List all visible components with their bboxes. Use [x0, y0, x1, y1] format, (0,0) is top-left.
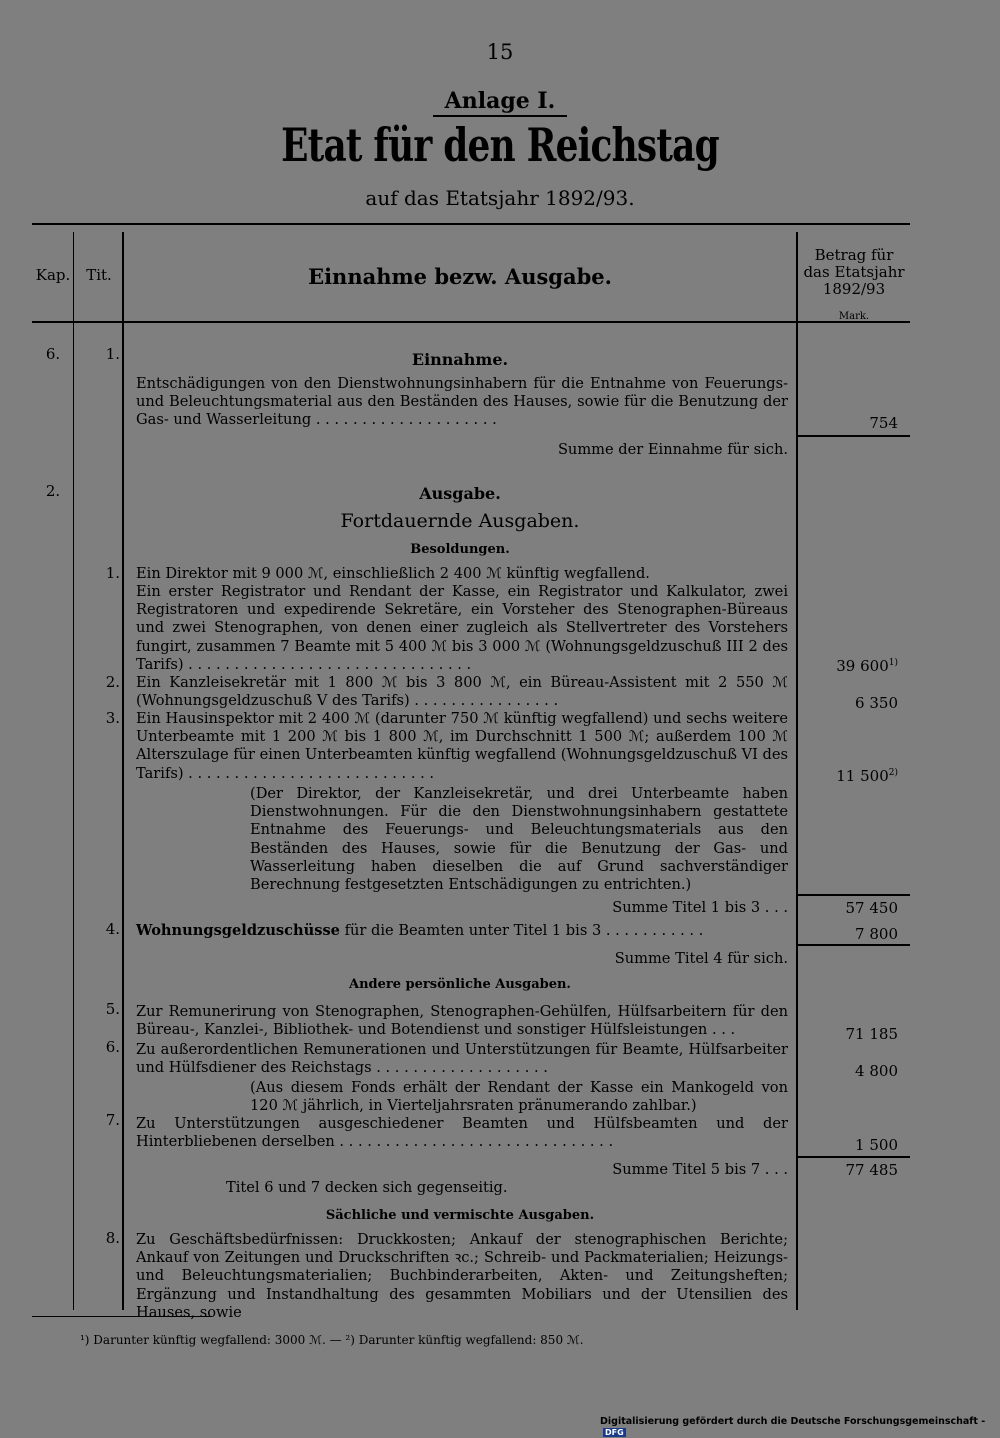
anlage-heading — [0, 88, 1000, 114]
footnote-ref-2: 2) — [888, 768, 898, 778]
einnahme-kap: 6. — [45, 345, 61, 363]
titel-4-text — [136, 922, 788, 940]
summe-5-7-rule — [797, 1156, 910, 1158]
titel-5-text: Zur Remunerirung von Stenographen, Stenographen-Gehülfen, Hülfsarbeitern für den Büreau-, Kanzlei-, Bibliothek- und Botendienst und sonstiger Hülfsleistungen . . . — [136, 1003, 788, 1039]
titel-7-amount: 1 500 — [855, 1136, 898, 1154]
header-main: Einnahme bezw. Ausgabe. — [308, 264, 612, 289]
titel-8-num: 8. — [105, 1229, 120, 1247]
header-betrag-line3: 1892/93 — [822, 280, 886, 298]
titel-7-text: Zu Unterstützungen ausgeschiedener Beamten und Hülfsbeamten und der Hinterbliebenen derselben . . . . . . . . . . . . . . . . . . . . . . . . . . . . . . — [136, 1115, 788, 1151]
titel-1-director: Ein Direktor mit 9 000 ℳ, einschließlich 2 400 ℳ künftig wegfallend. — [136, 565, 650, 582]
summe-titel-5-7-amount: 77 485 — [845, 1161, 898, 1179]
footnote: ¹) Darunter künftig wegfallend: 3000 ℳ. — ²) Darunter künftig wegfallend: 850 ℳ. — [80, 1333, 584, 1347]
titel-1-num: 1. — [105, 564, 120, 582]
titel-4-num: 4. — [105, 920, 120, 938]
page-subtitle: auf das Etatsjahr 1892/93. — [365, 186, 635, 210]
footnote-ref-1: 1) — [888, 658, 898, 668]
titel-6-amount: 4 800 — [855, 1062, 898, 1080]
einnahme-amount: 754 — [869, 414, 898, 432]
anlage-label: Anlage I. — [433, 88, 568, 117]
titel-2-num: 2. — [105, 673, 120, 691]
titel-8-text: Zu Geschäftsbedürfnissen: Druckkosten; Ankauf der stenographischen Berichte; Ankauf von Zeitungen und Druckschriften ꝛc.; Schreib- und Packmaterialien; Heizungs- und Beleuchtungsmaterialien; Buchbinderarbeiten, Akten- und Zeitungsheften; Ergänzung und Instandhaltung des gesammten Mobiliars und der Utensilien des Hauses, sowie — [136, 1231, 788, 1321]
titel-7-num: 7. — [105, 1111, 120, 1129]
header-betrag-line1: Betrag für — [814, 246, 894, 264]
titel-4-label: Wohnungsgeldzuschüsse — [136, 922, 340, 939]
einnahme-tit: 1. — [105, 345, 120, 363]
besoldungen-heading: Besoldungen. — [410, 542, 510, 557]
einnahme-heading: Einnahme. — [411, 350, 509, 369]
column-rule-tit — [122, 232, 124, 1310]
titel-6-num: 6. — [105, 1038, 120, 1056]
titel-3-note: (Der Direktor, der Kanzleisekretär, und drei Unterbeamte haben Dienstwohnungen. Für die den Dienstwohnungsinhabern gestattete Entnahme des Feuerungs- und Beleuchtungsmaterials aus den Beständen des Hauses, sowie für die Benutzung der Gas- und Wasserleitung haben dieselben die auf Grund sachverständiger Berechnung festgesetzten Entschädigungen zu entrichten.) — [250, 785, 788, 894]
ausgabe-kap: 2. — [45, 482, 61, 500]
summe-titel-1-3-amount: 57 450 — [845, 899, 898, 917]
header-betrag — [798, 247, 910, 298]
titel-3-amount — [800, 767, 898, 785]
titel-2-text: Ein Kanzleisekretär mit 1 800 ℳ bis 3 800 ℳ, ein Büreau-Assistent mit 2 550 ℳ (Wohnungsgeldzuschuß V des Tarifs) . . . . . . . . . . . . . . . . — [136, 674, 788, 710]
dfg-credit-text: Digitalisierung gefördert durch die Deutsche Forschungsgemeinschaft - — [600, 1416, 986, 1427]
titel-1-text: Ein erster Registrator und Rendant der Kasse, ein Registrator und Kalkulator, zwei Registratoren und expedirende Sekretäre, ein Vorsteher des Stenographen-Büreaus und zwei Stenographen, von denen einer zugleich als Stellvertreter des Vorstehers fungirt, zusammen 7 Beamte mit 5 400 ℳ bis 3 000 ℳ (Wohnungsgeldzuschuß III 2 des Tarifs) . . . . . . . . . . . . . . . . . . . . . . . . . . . . . . . — [136, 583, 788, 673]
titel-6-text: Zu außerordentlichen Remunerationen und Unterstützungen für Beamte, Hülfsarbeiter und Hülfsdiener des Reichstags . . . . . . . . . . . . . . . . . . . — [136, 1041, 788, 1077]
titel-3-num: 3. — [105, 709, 120, 727]
einnahme-text: Entschädigungen von den Dienstwohnungsinhabern für die Entnahme von Feuerungs- und Beleuchtungsmaterial aus den Beständen des Hauses, sowie für die Benutzung der Gas- und Wasserleitung . . . . . . . . . . . . . . . . . . . . — [136, 375, 788, 429]
einnahme-summe: Summe der Einnahme für sich. — [557, 441, 788, 458]
titel-1-amount-value: 39 600 — [836, 657, 889, 675]
column-rule-betrag — [796, 232, 798, 1310]
titel-3-text: Ein Hausinspektor mit 2 400 ℳ (darunter 750 ℳ künftig wegfallend) und sechs weitere Unterbeamte mit 1 200 ℳ bis 1 800 ℳ, im Durchschnitt 1 500 ℳ; außerdem 100 ℳ Alterszulage für einen Unterbeamten künftig wegfallend (Wohnungsgeldzuschuß VI des Tarifs) . . . . . . . . . . . . . . . . . . . . . . . . . . . — [136, 710, 789, 782]
titel-5-num: 5. — [105, 1000, 120, 1018]
saechliche-heading: Sächliche und vermischte Ausgaben. — [325, 1208, 595, 1223]
summe-titel-1-3: Summe Titel 1 bis 3 . . . — [612, 899, 788, 916]
header-kap: Kap. — [35, 266, 71, 284]
summe-4-rule — [797, 944, 910, 946]
dfg-credit — [600, 1416, 1000, 1438]
titel-4-rest: für die Beamten unter Titel 1 bis 3 . . . . . . . . . . . — [339, 922, 704, 939]
summe-titel-5-7: Summe Titel 5 bis 7 . . . — [612, 1161, 788, 1178]
header-betrag-line2: das Etatsjahr — [803, 263, 905, 281]
ausgabe-heading: Ausgabe. — [419, 484, 501, 503]
titel-6-note: (Aus diesem Fonds erhält der Rendant der Kasse ein Mankogeld von 120 ℳ jährlich, in Vierteljahrsraten pränumerando zahlbar.) — [250, 1079, 788, 1115]
page-number: 15 — [486, 40, 514, 64]
titel-5-amount: 71 185 — [845, 1025, 898, 1043]
summe-1-3-rule — [797, 894, 910, 896]
header-bottom-rule — [32, 321, 910, 323]
titel-2-amount: 6 350 — [855, 694, 898, 712]
header-tit: Tit. — [86, 266, 112, 284]
andere-heading: Andere persönliche Ausgaben. — [349, 977, 571, 992]
dfg-logo: DFG — [605, 1428, 624, 1437]
page-title: Etat für den Reichstag — [281, 118, 719, 172]
titel-6-7-note: Titel 6 und 7 decken sich gegenseitig. — [226, 1179, 508, 1196]
titel-4-amount: 7 800 — [855, 925, 898, 943]
titel-1-amount — [800, 657, 898, 675]
einnahme-sum-rule — [797, 435, 910, 437]
table-top-rule — [32, 223, 910, 225]
summe-titel-4: Summe Titel 4 für sich. — [614, 950, 788, 967]
fortdauernde-heading: Fortdauernde Ausgaben. — [340, 510, 580, 532]
titel-3-amount-value: 11 500 — [836, 767, 889, 785]
header-mark: Mark. — [838, 311, 870, 322]
column-rule-kap — [73, 232, 74, 1310]
